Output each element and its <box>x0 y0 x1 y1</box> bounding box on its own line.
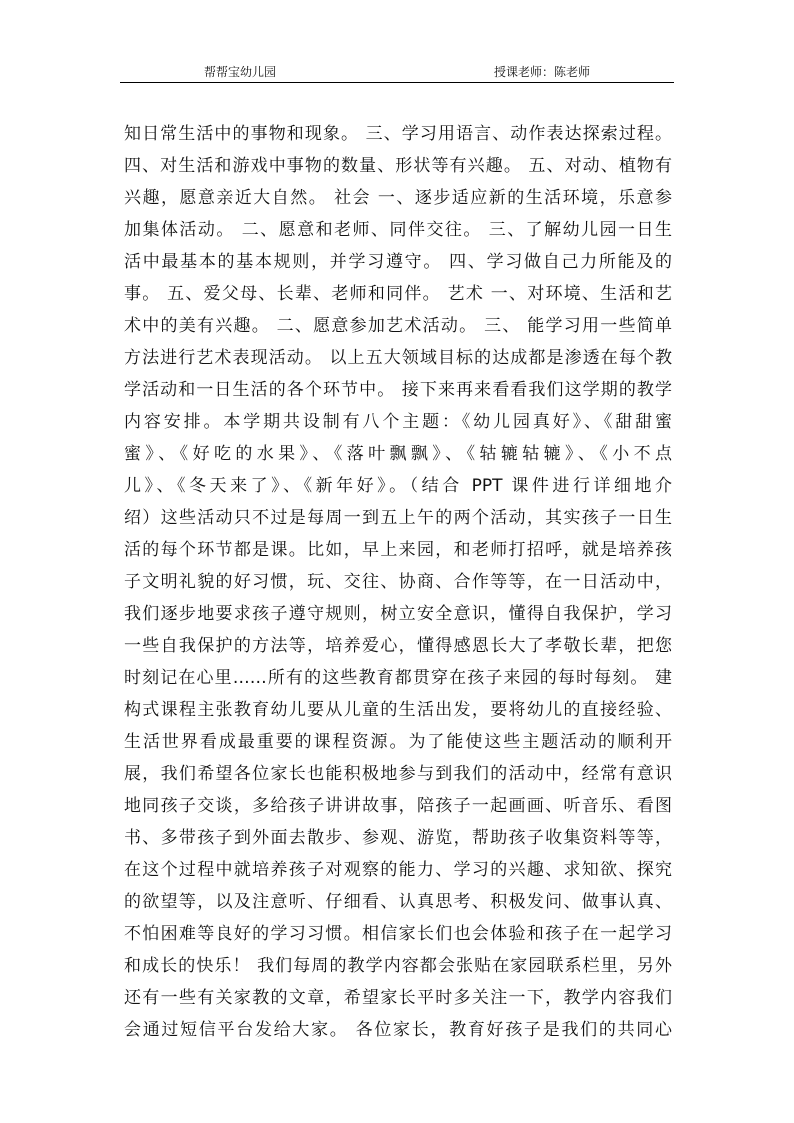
text-line: 活的每个环节都是课。比如，早上来园，和老师打招呼，就是培养孩 <box>124 540 672 560</box>
text-line: 还有一些有关家教的文章，希望家长平时多关注一下，教学内容我们 <box>124 988 672 1008</box>
text-line: 四、对生活和游戏中事物的数量、形状等有兴趣。 五、对动、植物有 <box>124 156 672 176</box>
text-line: 兴趣，愿意亲近大自然。 社会 一、逐步适应新的生活环境，乐意参 <box>124 188 672 208</box>
text-line: 加集体活动。 二、愿意和老师、同伴交往。 三、了解幼儿园一日生 <box>124 220 672 240</box>
text-line: 在这个过程中就培养孩子对观察的能力、学习的兴趣、求知欲、探究 <box>124 860 672 880</box>
text-line: 地同孩子交谈，多给孩子讲讲故事，陪孩子一起画画、听音乐、看图 <box>124 796 672 816</box>
text-line: 不怕困难等良好的学习习惯。相信家长们也会体验和孩子在一起学习 <box>124 924 672 944</box>
text-line: 我们逐步地要求孩子遵守规则，树立安全意识，懂得自我保护，学习 <box>124 604 672 624</box>
text-line: 会通过短信平台发给大家。 各位家长，教育好孩子是我们的共同心 <box>124 1020 672 1040</box>
text-line: 子文明礼貌的好习惯，玩、交往、协商、合作等等，在一日活动中， <box>124 572 672 592</box>
text-line: 内容安排。本学期共设制有八个主题：《幼儿园真好》、《甜甜蜜 <box>124 412 672 432</box>
text-line: 蜜》、《好吃的水果》、《落叶飘飘》、《轱辘轱辘》、《小不点 <box>124 444 672 464</box>
text-line: 方法进行艺术表现活动。 以上五大领域目标的达成都是渗透在每个教 <box>124 348 672 368</box>
text-line: 和成长的快乐！ 我们每周的教学内容都会张贴在家园联系栏里，另外 <box>124 956 672 976</box>
body-text <box>124 118 672 1046</box>
text-line: 学活动和一日生活的各个环节中。 接下来再来看看我们这学期的教学 <box>124 380 672 400</box>
header-school-name: 帮帮宝幼儿园 <box>204 65 277 79</box>
text-line: 事。 五、爱父母、长辈、老师和同伴。 艺术 一、对环境、生活和艺 <box>124 284 672 304</box>
text-line: 展，我们希望各位家长也能积极地参与到我们的活动中，经常有意识 <box>124 764 672 784</box>
text-line: 绍）这些活动只不过是每周一到五上午的两个活动，其实孩子一日生 <box>124 508 672 528</box>
text-line: 术中的美有兴趣。 二、愿意参加艺术活动。 三、 能学习用一些简单 <box>124 316 672 336</box>
text-line: 知日常生活中的事物和现象。 三、学习用语言、动作表达探索过程。 <box>124 124 672 144</box>
page-header <box>120 62 674 83</box>
text-line: 一些自我保护的方法等，培养爱心，懂得感恩长大了孝敬长辈，把您 <box>124 636 672 656</box>
text-line: 书、多带孩子到外面去散步、参观、游览，帮助孩子收集资料等等， <box>124 828 672 848</box>
text-line: 时刻记在心里……所有的这些教育都贯穿在孩子来园的每时每刻。 建 <box>124 668 672 688</box>
text-line: 的欲望等，以及注意听、仔细看、认真思考、积极发问、做事认真、 <box>124 892 672 912</box>
header-teacher-name: 授课老师：陈老师 <box>494 65 591 79</box>
text-line: 生活世界看成最重要的课程资源。为了能使这些主题活动的顺利开 <box>124 732 672 752</box>
text-line: 活中最基本的基本规则，并学习遵守。 四、学习做自己力所能及的 <box>124 252 672 272</box>
text-line: 构式课程主张教育幼儿要从儿童的生活出发，要将幼儿的直接经验、 <box>124 700 672 720</box>
text-line: 儿》、《冬天来了》、《新年好》。（结合 PPT 课件进行详细地介 <box>124 476 672 496</box>
